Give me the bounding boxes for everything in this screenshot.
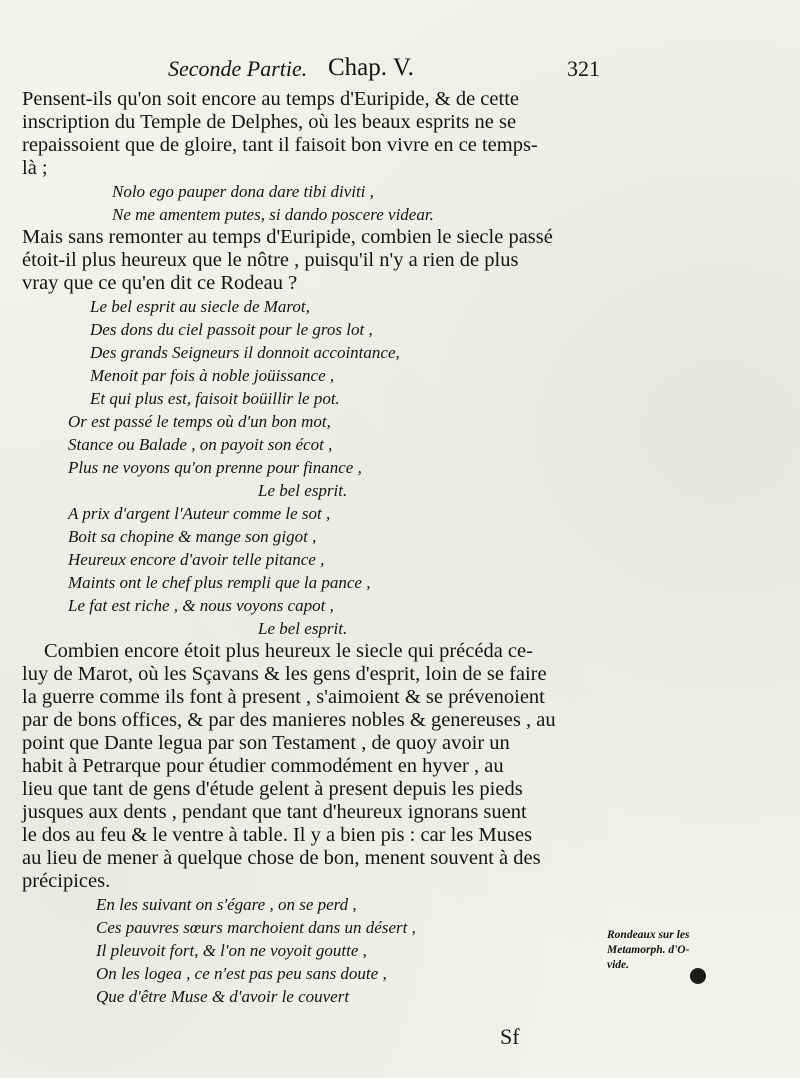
verse-line: Plus ne voyons qu'on prenne pour finance , xyxy=(68,458,362,477)
prose-line: luy de Marot, où les Sçavans & les gens d'esprit, loin de se faire xyxy=(22,663,547,685)
prose-line: précipices. xyxy=(22,870,111,892)
prose-line: Mais sans remonter au temps d'Euripide, combien le siecle passé xyxy=(22,226,553,248)
verse-line: Le fat est riche , & nous voyons capot , xyxy=(68,596,334,615)
verse-line: Ces pauvres sœurs marchoient dans un désert , xyxy=(96,918,416,937)
verse-line: Boit sa chopine & mange son gigot , xyxy=(68,527,317,546)
prose-line: vray que ce qu'en dit ce Rodeau ? xyxy=(22,272,298,294)
verse-line: On les logea , ce n'est pas peu sans doute , xyxy=(96,964,387,983)
margin-note-line: Metamorph. d'O- xyxy=(607,944,690,956)
prose-line: lieu que tant de gens d'étude gelent à present depuis les pieds xyxy=(22,778,523,800)
prose-line: habit à Petrarque pour étudier commodément en hyver , au xyxy=(22,755,504,777)
ink-blot xyxy=(690,968,706,984)
verse-line: En les suivant on s'égare , on se perd , xyxy=(96,895,357,914)
verse-line: Le bel esprit. xyxy=(258,481,348,500)
main-text-block xyxy=(22,88,597,1008)
chapter-title: Chap. V. xyxy=(328,54,414,81)
verse-line: Et qui plus est, faisoit boüillir le pot. xyxy=(90,389,340,408)
verse-line: Le bel esprit. xyxy=(258,619,348,638)
margin-note-line: vide. xyxy=(607,959,630,971)
prose-line: par de bons offices, & par des manieres nobles & genereuses , au xyxy=(22,709,556,731)
page-number: 321 xyxy=(567,56,600,81)
prose-line: étoit-il plus heureux que le nôtre , puisqu'il n'y a rien de plus xyxy=(22,249,519,271)
prose-line: point que Dante legua par son Testament , de quoy avoir un xyxy=(22,732,510,754)
verse-line: Le bel esprit au siecle de Marot, xyxy=(90,297,310,316)
prose-line: jusques aux dents , pendant que tant d'heureux ignorans suent xyxy=(22,801,527,823)
margin-note xyxy=(607,928,717,973)
catchword: Sf xyxy=(500,1024,520,1049)
verse-line: Ne me amentem putes, si dando poscere videar. xyxy=(112,205,434,224)
prose-line: le dos au feu & le ventre à table. Il y a bien pis : car les Muses xyxy=(22,824,533,846)
verse-line: Il pleuvoit fort, & l'on ne voyoit goutte , xyxy=(96,941,367,960)
verse-line: Nolo ego pauper dona dare tibi diviti , xyxy=(112,182,374,201)
prose-line: Combien encore étoit plus heureux le siecle qui précéda ce- xyxy=(44,640,533,662)
verse-line: Maints ont le chef plus rempli que la pance , xyxy=(68,573,371,592)
verse-line: Menoit par fois à noble joüissance , xyxy=(90,366,335,385)
page-header xyxy=(160,56,600,86)
prose-line: repaissoient que de gloire, tant il faisoit bon vivre en ce temps- xyxy=(22,134,538,156)
verse-line: Stance ou Balade , on payoit son écot , xyxy=(68,435,333,454)
prose-line: là ; xyxy=(22,157,48,179)
running-title: Seconde Partie. xyxy=(168,56,308,81)
verse-line: A prix d'argent l'Auteur comme le sot , xyxy=(68,504,331,523)
verse-line: Des dons du ciel passoit pour le gros lot , xyxy=(90,320,373,339)
verse-line: Que d'être Muse & d'avoir le couvert xyxy=(96,987,350,1006)
prose-line: la guerre comme ils font à present , s'aimoient & se prévenoient xyxy=(22,686,545,708)
verse-line: Heureux encore d'avoir telle pitance , xyxy=(68,550,325,569)
verse-line: Des grands Seigneurs il donnoit accointance, xyxy=(90,343,400,362)
prose-line: au lieu de mener à quelque chose de bon, menent souvent à des xyxy=(22,847,541,869)
prose-line: inscription du Temple de Delphes, où les beaux esprits ne se xyxy=(22,111,517,133)
margin-note-line: Rondeaux sur les xyxy=(607,929,690,941)
prose-line: Pensent-ils qu'on soit encore au temps d'Euripide, & de cette xyxy=(22,88,519,110)
verse-line: Or est passé le temps où d'un bon mot, xyxy=(68,412,331,431)
